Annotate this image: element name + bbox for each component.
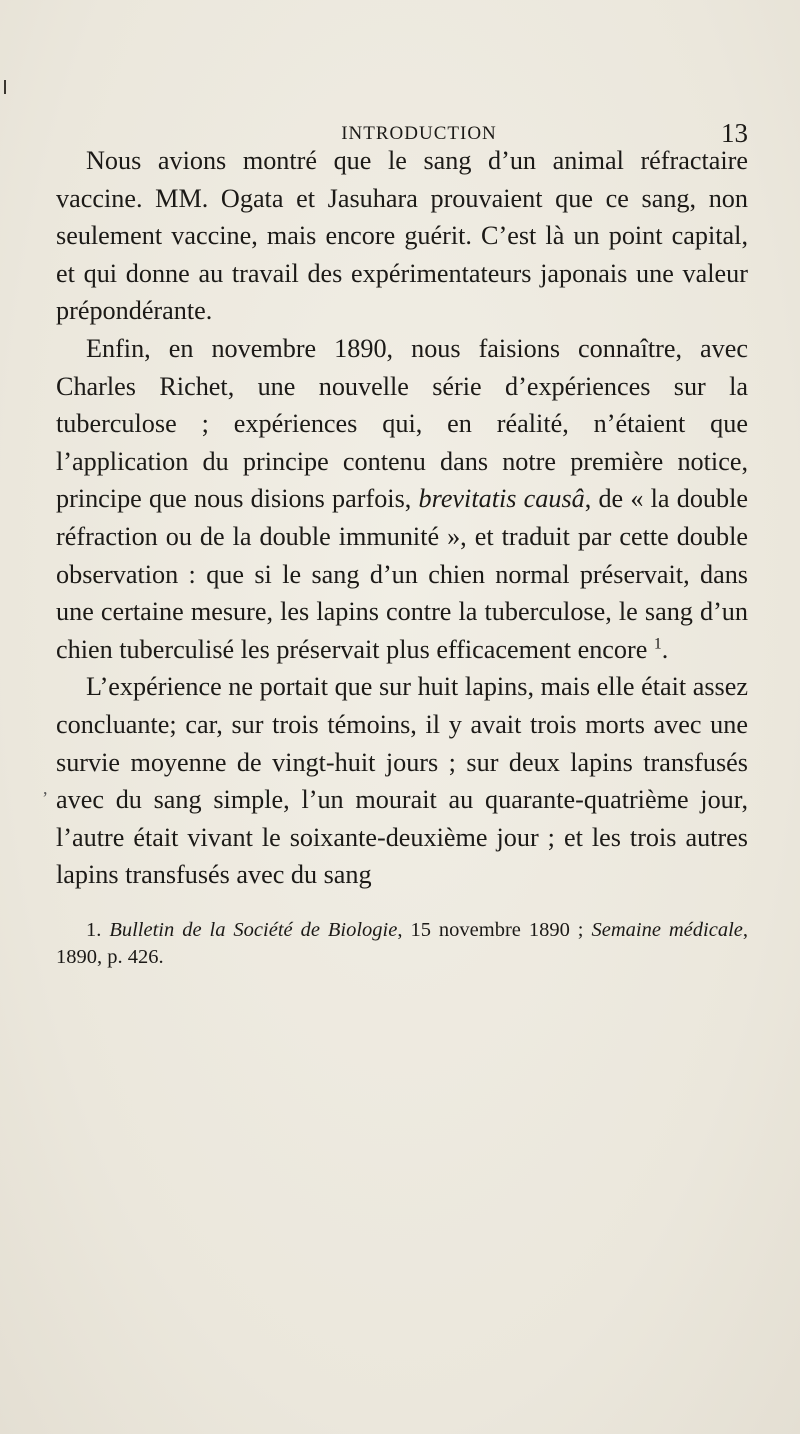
paragraph-1: Nous avions montré que le sang d’un animal réfractaire vaccine. MM. Ogata et Jasuhara prouvaient que ce sang, non seulement vaccine, mais encore guérit. C’est là un point capital, et qui donne au travail des expérimentateurs japonais une valeur prépondérante. [56, 146, 748, 326]
paragraph-2-text-a: Enfin, en novembre 1890, nous faisions connaître, avec Charles Richet, une nouvelle série d’expériences sur la tuberculose ; expériences qui, en réalité, n’étaient que l’application du principe contenu dans notre première notice, principe que nous disions parfois, [56, 333, 748, 514]
footnote-citation-1: , 15 novembre 1890 ; [397, 919, 584, 941]
margin-mark: , [43, 778, 48, 798]
paragraph-2-text-b: , de « la double réfraction ou de la double immunité », et traduit par cette double observation : que si le sang d’un chien normal préservait, dans une certaine mesure, les lapins contre la tuberculose, le sang d’un chien tuberculisé les préservait plus efficacement encore [56, 484, 749, 664]
paragraph-2-end: . [661, 634, 669, 664]
paragraph-3: L’expérience ne portait que sur huit lapins, mais elle était assez concluante; car, sur trois témoins, il y avait trois morts avec une survie moyenne de vingt-huit jours ; sur deux lapins transfusés avec du sang simple, l’un mourait au quarante-quatrième jour, l’autre était vivant le soixante-deuxième jour ; et les trois autres lapins transfusés avec du sang [56, 672, 748, 890]
footnote-reference: 1 [653, 634, 662, 652]
paragraph-2 [56, 330, 748, 668]
footnote-journal-1: Bulletin de la Société de Biologie [109, 919, 398, 941]
footnote-journal-2: Semaine médicale [591, 919, 743, 941]
footnote-number: 1. [86, 919, 102, 941]
footnote [56, 917, 748, 971]
page-edge-mark [4, 80, 6, 94]
page-number: 13 [721, 118, 748, 148]
running-head: INTRODUCTION [341, 123, 497, 144]
footnote-citation-2: , 1890, p. 426. [56, 919, 748, 968]
body-text [56, 142, 748, 894]
footnote-text [56, 917, 748, 971]
latin-phrase: brevitatis causâ [418, 484, 585, 514]
